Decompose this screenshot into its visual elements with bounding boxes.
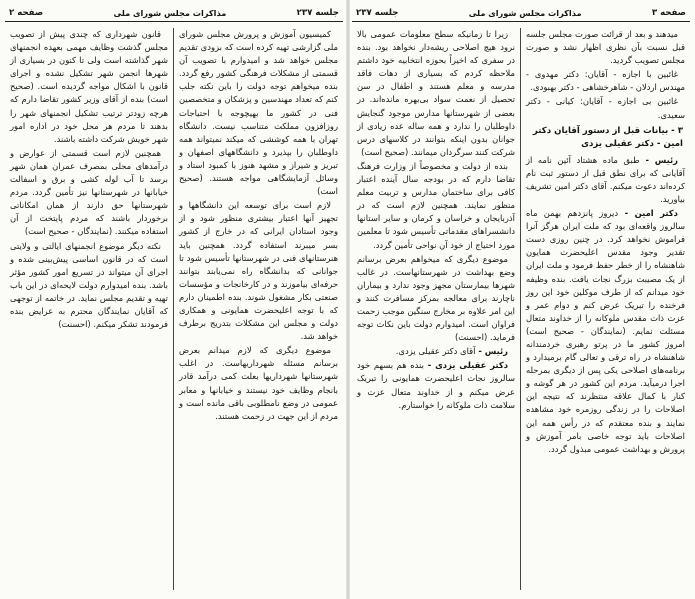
speaker-name: رئیس - bbox=[639, 154, 678, 165]
session-number: جلسه ۲۳۷ bbox=[356, 7, 399, 18]
publication-title: مذاکرات مجلس شورای ملی bbox=[113, 7, 227, 18]
paragraph bbox=[526, 154, 685, 206]
book-gutter bbox=[346, 0, 350, 599]
paragraph bbox=[179, 199, 338, 343]
page-left bbox=[5, 6, 343, 594]
paragraph bbox=[357, 345, 515, 358]
paragraph-text: همچنین لازم است قسمتی از عوارض و درآمدهای محلی بمصرف عمران همان شهر برسد تا آب لوله کشی و برق و اسفالت خیابانها در شهرستانها نیز تأمین گردد. مردم شهرستانها حق دارند از همان امکاناتی برخوردار باشند که مردم پایتخت از آن استفاده میکنند. (نمایندگان - صحیح است) bbox=[10, 147, 168, 237]
paragraph-text: غائبین با اجازه - آقایان: دکتر مهدوی - مهندس اردلان - شاهرخشاهی - دکتر بهبودی. bbox=[526, 69, 685, 93]
paragraph-text: طبق ماده هشتاد آئین نامه از آقایانی که برای نطق قبل از دستور ثبت نام کرده‌اند دعوت میکنم. آقای دکتر امین تشریف بیاورید. bbox=[526, 154, 685, 204]
paragraph-text: دیروز پانزدهم بهمن ماه سالروز واقعه‌ای بود که ملت ایران هرگز آنرا فراموش نخواهد کرد. در چنین روزی دست تقدیر وجود مقدس اعلیحضرت همایون شاهنشاه را از خطر حفظ فرمود و ملت ایران از یک مصیبت بزرگ نجات یافت. بنده وظیفه خود میدانم که از طرف موکلین خود این روز فرخنده را تبریک عرض کنم و دوام عمر و عزت ذات مقدس ملوکانه را از خداوند متعال مسئلت نمایم. (نمایندگان - صحیح است) امروز کشور ما در پرتو رهبری خردمندانه شاهنشاه در راه ترقی و تعالی گام برمیدارد و برنامه‌های اصلاحی یکی پس از دیگری بمرحله اجرا درمیآید. مردم این کشور در هر گوشه و کنار با کمال علاقه منتظرند که نتیجه این اصلاحات را در زندگی روزمره خود مشاهده نمایند و بنده معتقدم که در رأس همه این اصلاحات باید توجه خاصی بامر آموزش و پرورش و بهداشت عمومی مبذول گردد. bbox=[526, 208, 685, 454]
paragraph-text: کمیسیون آموزش و پرورش مجلس شورای ملی گزارشی تهیه کرده است که بزودی تقدیم مجلس خواهد شد و امیدوارم با تصویب آن قسمتی از مشکلات فرهنگی کشور رفع گردد. بنده میخواهم توجه دولت را باین نکته جلب کنم که تعداد مهندسین و پزشکان و متخصصین فنی در کشور ما بهیچوجه با احتیاجات روزافزون مملکت متناسب نیست. دانشگاه تهران با همه کوششی که میکند نمیتواند همه داوطلبان را بپذیرد و دانشگاههای اصفهان و تبریز و شیراز و مشهد هنوز با کمبود استاد و وسائل آزمایشگاهی مواجه هستند. (صحیح است) bbox=[179, 29, 338, 197]
paragraph-text: غائبین بی اجازه - آقایان: کیانی - دکتر سعیدی. bbox=[526, 96, 685, 120]
paragraph bbox=[526, 207, 685, 456]
session-number: جلسه ۲۳۷ bbox=[296, 7, 339, 18]
paragraph bbox=[526, 95, 685, 121]
text-columns bbox=[5, 28, 343, 590]
paragraph-text: قانون شهرداری که چندی پیش از تصویب مجلس گذشت وظایف مهمی بعهده انجمنهای شهر گذاشته است ولی تا کنون در بسیاری از شهرها انجمن شهر تشکیل نشده و اجرای قانون با اشکال مواجه گردیده است. (صحیح است) بنده از آقای وزیر کشور تقاضا دارم که هرچه زودتر ترتیب تشکیل انجمنهای شهر را بدهند تا مردم هر محل خود در اداره امور شهر خویش شرکت داشته باشند. bbox=[10, 29, 168, 144]
paragraph bbox=[10, 28, 168, 146]
paragraph-text: آقای دکتر عقیلی یزدی. bbox=[395, 346, 476, 357]
paragraph bbox=[357, 359, 515, 411]
paragraph-text: موضوع دیگری که میخواهم بعرض برسانم وضع بهداشت در شهرستانهاست. در غالب شهرها بیمارستان مجهز وجود ندارد و بیماران ناچارند برای معالجه بمرکز مسافرت کنند و این امر علاوه بر مخارج سنگین موجب زحمت فراوان است. امیدوارم دولت باین نکات توجه فرماید. (احسنت) bbox=[357, 253, 515, 343]
speaker-name: دکتر عقیلی یزدی - bbox=[423, 360, 509, 371]
text-column-right bbox=[521, 28, 690, 590]
paragraph bbox=[357, 28, 515, 159]
section-heading: ۳ - بیانات قبل از دستور آقایان دکتر امین - دکتر عقیلی یزدی bbox=[532, 125, 683, 149]
paragraph bbox=[10, 240, 168, 332]
page-right bbox=[352, 6, 690, 594]
page-header bbox=[352, 6, 690, 22]
paragraph bbox=[357, 160, 515, 252]
text-column-right bbox=[174, 28, 343, 590]
paragraph bbox=[357, 253, 515, 345]
speaker-name: رئیس - bbox=[475, 346, 508, 357]
page-header bbox=[5, 6, 343, 22]
publication-title: مذاکرات مجلس شورای ملی bbox=[468, 7, 582, 18]
paragraph bbox=[10, 147, 168, 239]
paragraph-text: بنده از دولت و مخصوصاً از وزارت فرهنگ تقاضا دارم که در بودجه سال آینده اعتبار کافی برای ساختمان مدارس و تربیت معلم منظور نمایند. همچنین لازم است که در آذربایجان و خراسان و کرمان و سایر استانها دانشسراهای مقدماتی تأسیس شود تا معلمین مورد احتیاج از خود آن نواحی تأمین گردد. bbox=[357, 160, 515, 250]
text-column-left bbox=[5, 28, 174, 590]
paragraph bbox=[179, 28, 338, 198]
paragraph-text: زیرا تا زمانیکه سطح معلومات عمومی بالا نرود هیچ اصلاحی ریشه‌دار نخواهد بود. بنده در سفری که اخیراً بحوزه انتخابیه خود داشتم ملاحظه کردم که بسیاری از دهات فاقد مدرسه و معلم هستند و اطفال در سن تحصیل از نعمت سواد بی‌بهره مانده‌اند. در بعضی از شهرستانها مدارس موجود گنجایش داوطلبان را ندارد و همه ساله عده زیادی از جوانان بدون اینکه بتوانند در کلاسهای درس شرکت کنند سرگردان میمانند. (صحیح است) bbox=[357, 29, 515, 157]
page-number: صفحه ۲ bbox=[9, 7, 44, 18]
text-columns bbox=[352, 28, 690, 590]
paragraph-text: موضوع دیگری که لازم میدانم بعرض برسانم مسئله شهرداریهاست. در اغلب شهرستانها شهرداریها بعلت کمی درآمد قادر بانجام وظایف خود نیستند و خیابانها و معابر عمومی در وضع نامطلوبی باقی مانده است و مردم از این جهت در زحمت هستند. bbox=[179, 345, 338, 421]
paragraph-text: بنده هم بسهم خود سالروز نجات اعلیحضرت همایونی را تبریک عرض میکنم و از خداوند متعال عزت و سلامت ذات ملوکانه را خواستارم. bbox=[357, 360, 515, 410]
paragraph bbox=[526, 28, 685, 67]
paragraph bbox=[526, 68, 685, 94]
paragraph-text: میدهند و بعد از قرائت صورت مجلس جلسه قبل نسبت بآن نظری اظهار نشد و صورت مجلس تصویب گردید. bbox=[526, 29, 685, 66]
paragraph-text: نکته دیگر موضوع انجمنهای ایالتی و ولایتی است که در قانون اساسی پیش‌بینی شده و اجرای آن میتواند در تسریع امور کشور مؤثر باشد. بنده امیدوارم دولت لایحه‌ای در این باب تهیه و تقدیم مجلس نماید. در خاتمه از توجهی که آقایان نمایندگان محترم به عرایض بنده فرمودند تشکر میکنم. (احسنت) bbox=[10, 240, 168, 330]
paragraph-text: لازم است برای توسعه این دانشگاهها و تجهیز آنها اعتبار بیشتری منظور شود و از وجود استادان ایرانی که در خارج از کشور بسر میبرند استفاده گردد. همچنین باید هنرستانهای فنی در شهرستانها تأسیس شود تا جوانانی که بدانشگاه راه نمی‌یابند بتوانند حرفه‌ای بیاموزند و در کارخانجات و مؤسسات صنعتی بکار مشغول شوند. بنده اطمینان دارم که با توجه اعلیحضرت همایونی و همکاری دولت و مجلس این مشکلات بتدریج برطرف خواهد شد. bbox=[179, 200, 338, 342]
paragraph bbox=[179, 344, 338, 423]
text-column-left bbox=[352, 28, 521, 590]
speaker-name: دکتر امین - bbox=[618, 208, 678, 219]
page-number: صفحه ۳ bbox=[651, 7, 686, 18]
